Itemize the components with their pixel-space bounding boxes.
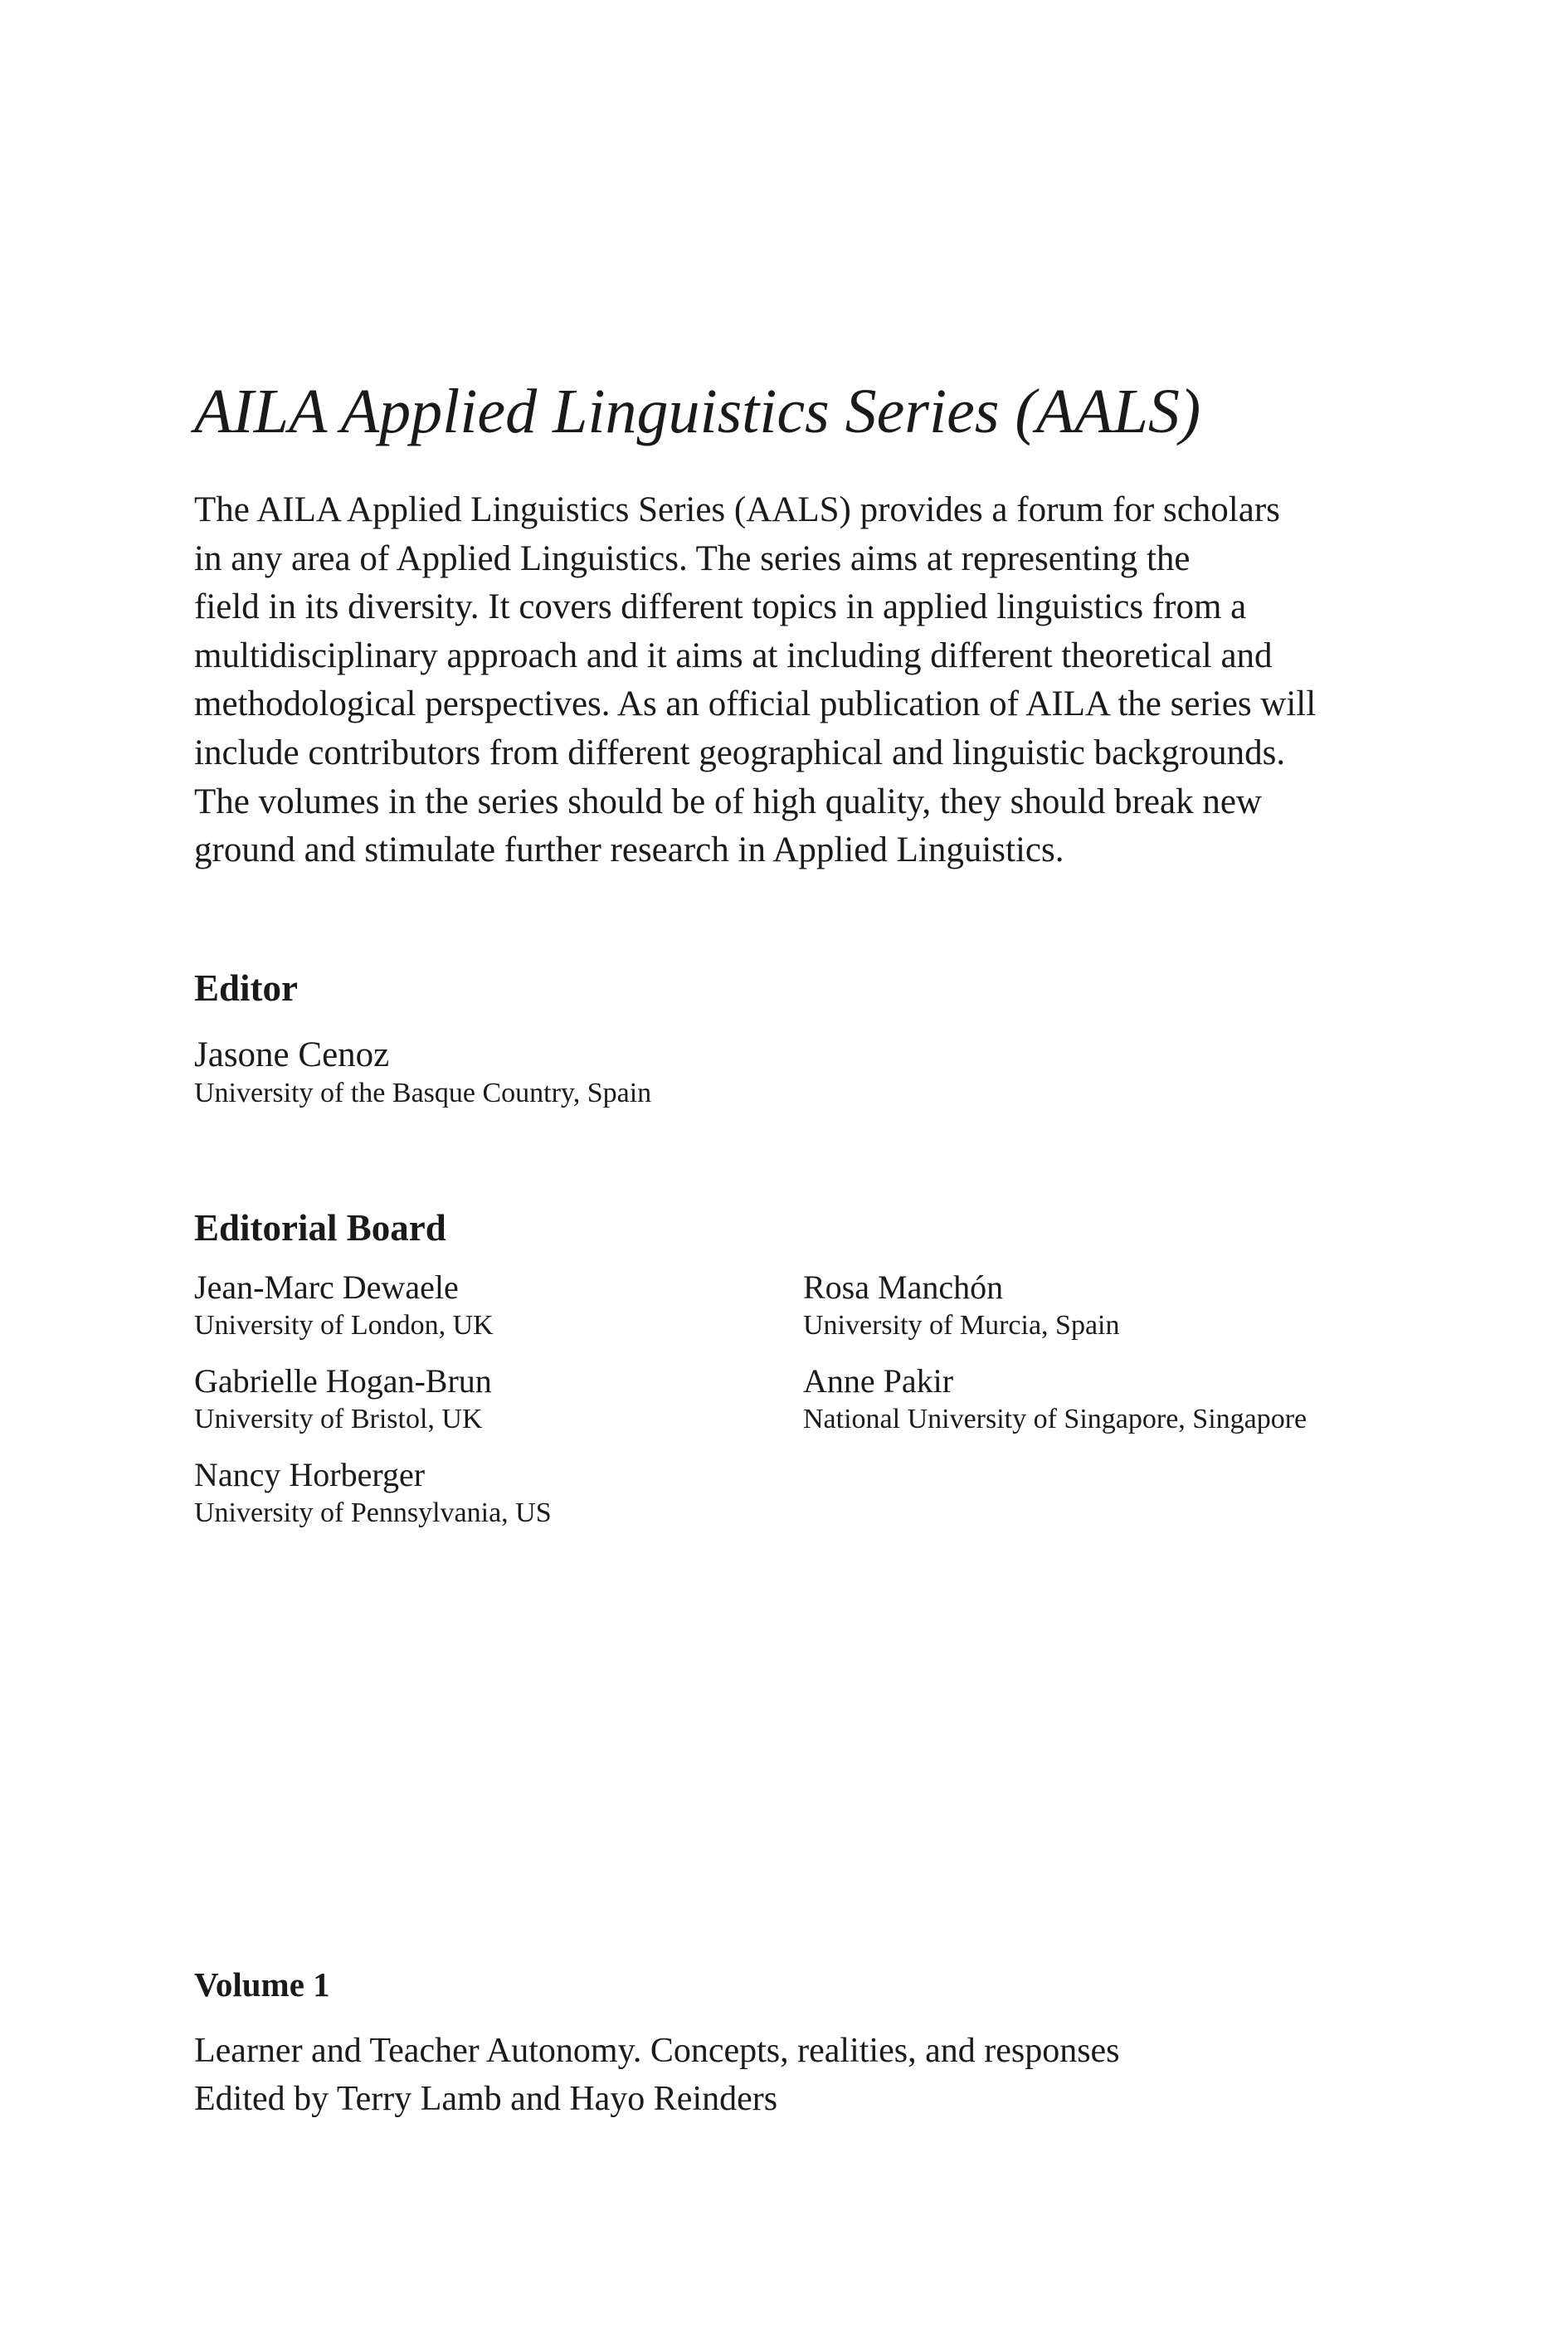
description-line: ground and stimulate further research in Applied Linguistics. <box>194 830 1064 870</box>
board-member-affiliation: University of Pennsylvania, US <box>194 1497 552 1528</box>
description-line: field in its diversity. It covers different topics in applied linguistics from a <box>194 587 1247 627</box>
board-member <box>194 1361 492 1437</box>
editor-entry <box>194 1035 651 1111</box>
board-member-affiliation: University of London, UK <box>194 1310 494 1341</box>
description-line: The AILA Applied Linguistics Series (AALS) provides a forum for scholars <box>194 490 1280 529</box>
volume-title: Learner and Teacher Autonomy. Concepts, realities, and responses <box>194 2032 1120 2070</box>
board-member-name: Anne Pakir <box>803 1362 954 1400</box>
volume-heading: Volume 1 <box>194 1965 330 2004</box>
board-member-affiliation: University of Bristol, UK <box>194 1404 483 1434</box>
editor-name: Jasone Cenoz <box>194 1035 390 1074</box>
series-title: AILA Applied Linguistics Series (AALS) <box>194 377 1201 446</box>
description-line: multidisciplinary approach and it aims at including different theoretical and <box>194 635 1273 675</box>
board-member-name: Gabrielle Hogan-Brun <box>194 1362 492 1400</box>
board-member-name: Rosa Manchón <box>803 1269 1004 1306</box>
description-line: methodological perspectives. As an official publication of AILA the series will <box>194 684 1317 724</box>
editorial-board-heading: Editorial Board <box>194 1207 446 1249</box>
board-member-affiliation: National University of Singapore, Singapore <box>803 1404 1307 1434</box>
board-member <box>194 1267 494 1343</box>
description-line: in any area of Applied Linguistics. The series aims at representing the <box>194 538 1191 578</box>
board-member <box>803 1267 1120 1343</box>
board-member-name: Nancy Horberger <box>194 1456 426 1493</box>
board-member <box>803 1361 1307 1437</box>
editor-heading: Editor <box>194 967 299 1009</box>
board-member-affiliation: University of Murcia, Spain <box>803 1310 1120 1341</box>
board-member <box>194 1454 552 1531</box>
volume-info <box>194 2027 1120 2123</box>
series-description <box>194 486 1389 875</box>
volume-editors: Edited by Terry Lamb and Hayo Reinders <box>194 2080 778 2118</box>
description-line: The volumes in the series should be of high quality, they should break new <box>194 782 1262 821</box>
editor-affiliation: University of the Basque Country, Spain <box>194 1078 652 1108</box>
description-line: include contributors from different geographical and linguistic backgrounds. <box>194 733 1286 772</box>
board-member-name: Jean-Marc Dewaele <box>194 1269 459 1306</box>
